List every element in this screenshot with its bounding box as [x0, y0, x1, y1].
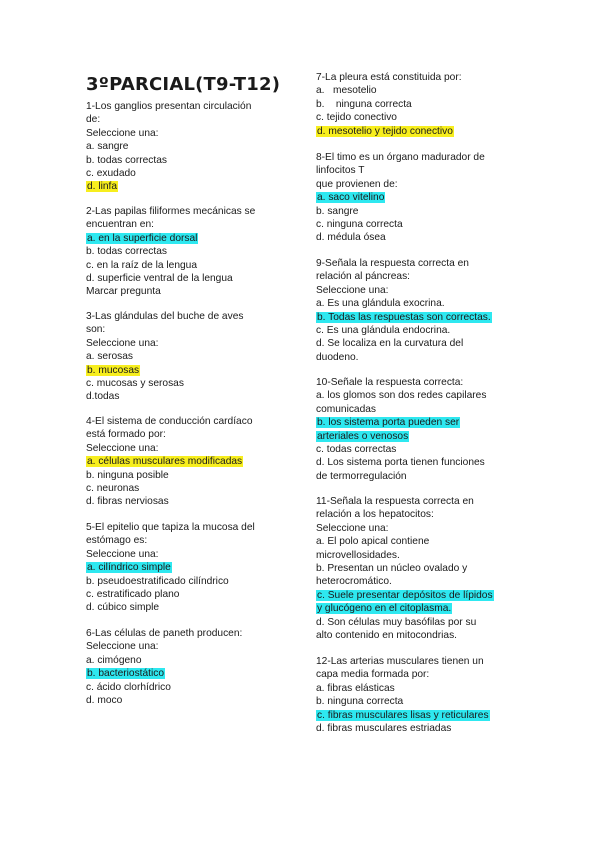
question-stem: 6-Las células de paneth producen: [86, 628, 243, 639]
question-stem: de: [86, 114, 101, 126]
option-c: c. tejido conectivo [316, 112, 397, 124]
question-6 [86, 627, 242, 707]
question-stem: está formado por: [86, 429, 166, 441]
option-b: b. todas correctas [86, 154, 167, 166]
question-stem: 3-Las glándulas del buche de aves [86, 311, 244, 322]
question-stem: capa media formada por: [316, 669, 430, 681]
question-2 [86, 205, 255, 299]
option-d: d. médula ósea [316, 232, 386, 244]
question-9 [316, 257, 492, 364]
option-a-continued: microvellosidades. [316, 549, 400, 561]
mark-question-label: Marcar pregunta [86, 286, 161, 298]
question-stem: Seleccione una: [86, 641, 159, 653]
question-12 [316, 655, 490, 735]
question-5 [86, 521, 255, 615]
question-stem: Seleccione una: [86, 548, 159, 560]
question-7 [316, 71, 462, 138]
question-stem: linfocitos T [316, 165, 365, 177]
option-b: b. todas correctas [86, 246, 167, 258]
option-b: b. ninguna correcta [316, 98, 412, 110]
option-b-highlighted-continued: arteriales o venosos [317, 430, 409, 442]
question-stem: Seleccione una: [86, 442, 159, 454]
question-stem: 4-El sistema de conducción cardíaco [86, 416, 253, 427]
question-stem: Seleccione una: [316, 284, 389, 296]
option-a-highlighted: a. cilíndrico simple [87, 562, 171, 574]
option-c: c. en la raíz de la lengua [86, 259, 198, 271]
option-c-highlighted: c. fibras musculares lisas y reticulares [317, 709, 489, 721]
option-c-highlighted: c. Suele presentar depósitos de lípidos [317, 589, 493, 601]
question-stem: Seleccione una: [316, 522, 389, 534]
option-d-continued: alto contenido en mitocondrias. [316, 630, 458, 642]
question-stem: 1-Los ganglios presentan circulación [86, 101, 252, 112]
question-stem: que provienen de: [316, 178, 398, 190]
option-a: a. serosas [86, 351, 133, 363]
option-d: d. cúbico simple [86, 602, 160, 614]
question-stem: 10-Señale la respuesta correcta: [316, 377, 464, 388]
option-a-continued: comunicadas [316, 403, 377, 415]
option-a: a. sangre [86, 141, 129, 153]
option-a: a. El polo apical contiene [316, 536, 430, 548]
question-stem: 5-El epitelio que tapiza la mucosa del [86, 522, 255, 533]
question-10 [316, 376, 486, 483]
question-3 [86, 310, 243, 404]
option-a: a. Es una glándula exocrina. [316, 298, 445, 310]
question-stem: 9-Señala la respuesta correcta en [316, 258, 469, 269]
option-a: a. los glomos son dos redes capilares [316, 390, 487, 402]
option-a-highlighted: a. células musculares modificadas [87, 456, 243, 468]
option-d: d. moco [86, 695, 123, 707]
option-a: a. mesotelio [316, 85, 377, 97]
question-stem: 12-Las arterias musculares tienen un [316, 656, 484, 667]
option-d: d. fibras musculares estriadas [316, 723, 452, 735]
option-d-highlighted: d. mesotelio y tejido conectivo [317, 125, 453, 137]
question-11 [316, 495, 494, 642]
question-stem: estómago es: [86, 535, 148, 547]
option-c-highlighted-continued: y glucógeno en el citoplasma. [317, 603, 452, 615]
option-d: d. Los sistema porta tienen funciones [316, 457, 485, 469]
option-a-highlighted: a. saco vitelino [317, 192, 385, 204]
question-8 [316, 151, 485, 245]
option-c: c. Es una glándula endocrina. [316, 325, 451, 337]
option-c: c. todas correctas [316, 444, 397, 456]
question-1 [86, 100, 251, 194]
option-b: b. ninguna posible [86, 469, 169, 481]
option-c: c. ninguna correcta [316, 219, 403, 231]
option-b: b. ninguna correcta [316, 696, 404, 708]
option-b: b. pseudoestratificado cilíndrico [86, 575, 229, 587]
option-b-highlighted: b. Todas las respuestas son correctas. [317, 311, 491, 323]
option-b-highlighted: b. mucosas [87, 364, 140, 376]
option-c: c. ácido clorhídrico [86, 681, 171, 693]
option-d: d. fibras nerviosas [86, 496, 169, 508]
question-stem: son: [86, 324, 106, 336]
option-b-highlighted: b. los sistema porta pueden ser [317, 417, 460, 429]
question-stem: 8-El timo es un órgano madurador de [316, 152, 485, 163]
question-stem: Seleccione una: [86, 127, 159, 139]
option-d: d. Son células muy basófilas por su [316, 616, 477, 628]
question-stem: 7-La pleura está constituida por: [316, 72, 462, 83]
question-stem: 11-Señala la respuesta correcta en [316, 496, 474, 507]
question-stem: relación al páncreas: [316, 271, 411, 283]
option-d-continued: duodeno. [316, 351, 359, 363]
option-c: c. estratificado plano [86, 589, 180, 601]
option-a: a. cimógeno [86, 654, 142, 666]
option-d-continued: de termorregulación [316, 470, 407, 482]
option-c: c. exudado [86, 168, 136, 180]
option-b: b. Presentan un núcleo ovalado y [316, 563, 468, 575]
option-d: d. Se localiza en la curvatura del [316, 338, 464, 350]
page-title: 3ºPARCIAL(T9-T12) [86, 74, 281, 95]
option-a: a. fibras elásticas [316, 682, 395, 694]
option-a-highlighted: a. en la superficie dorsal [87, 232, 198, 244]
question-stem: encuentran en: [86, 219, 154, 231]
question-stem: 2-Las papilas filiformes mecánicas se [86, 206, 256, 217]
question-4 [86, 415, 252, 509]
option-c: c. neuronas [86, 483, 140, 495]
option-c: c. mucosas y serosas [86, 378, 184, 390]
option-d-highlighted: d. linfa [87, 181, 118, 193]
option-b-continued: heterocromático. [316, 576, 392, 588]
option-d: d. superficie ventral de la lengua [86, 273, 233, 285]
option-b-highlighted: b. bacteriostático [87, 668, 165, 680]
question-stem: Seleccione una: [86, 337, 159, 349]
option-d: d.todas [86, 391, 120, 403]
option-b: b. sangre [316, 205, 359, 217]
question-stem: relación a los hepatocitos: [316, 509, 434, 521]
